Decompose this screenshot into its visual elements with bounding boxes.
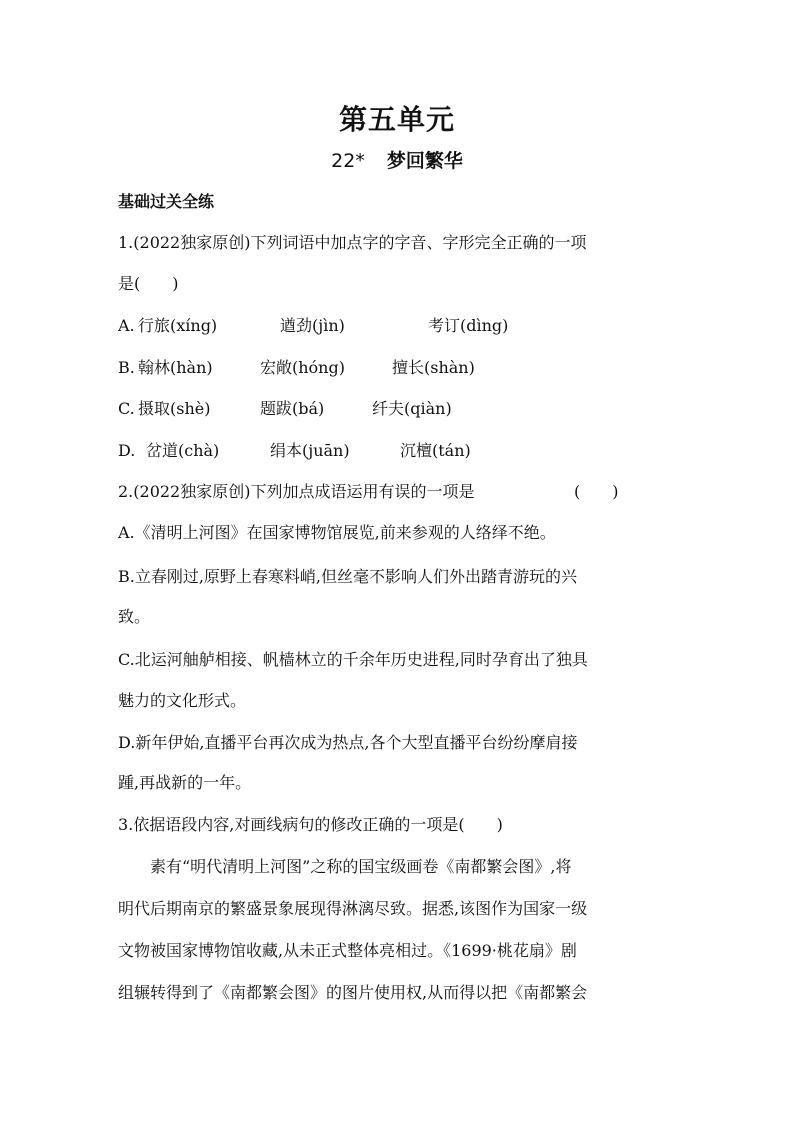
q3-stem: 3.依据语段内容,对画线病句的修改正确的一项是( ) [118, 815, 503, 834]
unit-title: 第五单元 [338, 103, 455, 136]
q2-stem: 2.(2022独家原创)下列加点成语运用有误的一项是 [118, 482, 475, 501]
q2-option-a: A.《清明上河图》在国家博物馆展览,前来参观的人络绎不绝。 [118, 523, 556, 542]
q1-option-a-item1: 行旅(xíng) [138, 316, 218, 335]
q2-option-c-line1: C.北运河舳舻相接、帆樯林立的千余年历史进程,同时孕育出了独具 [118, 650, 588, 669]
q1-option-d-item3: 沉檀(tán) [400, 441, 471, 460]
lesson-title-row [0, 146, 794, 173]
q1-option-a-item2: 遒劲(jìn) [280, 316, 345, 335]
q1-option-a-label: A. [118, 316, 135, 335]
q2-option-d-line2: 踵,再战新的一年。 [118, 773, 252, 792]
section-heading: 基础过关全练 [118, 192, 215, 211]
q2-answer-bracket: ( ) [574, 482, 619, 501]
lesson-title: 梦回繁华 [386, 150, 463, 172]
q1-option-b-item3: 擅长(shàn) [392, 358, 475, 377]
q3-passage-line1: 素有“明代清明上河图”之称的国宝级画卷《南都繁会图》,将 [150, 857, 572, 876]
q1-option-d-item1: 岔道(chà) [146, 441, 220, 460]
q2-option-d-line1: D.新年伊始,直播平台再次成为热点,各个大型直播平台纷纷摩肩接 [118, 733, 578, 752]
q1-option-b-item1: 翰林(hàn) [138, 358, 213, 377]
q2-option-b-line2: 致。 [118, 607, 151, 626]
q1-option-d-item2: 绢本(juān) [270, 441, 350, 460]
q1-option-b-label: B. [118, 358, 135, 377]
q1-option-b-item2: 宏敞(hóng) [260, 358, 345, 377]
q2-option-b-line1: B.立春刚过,原野上春寒料峭,但丝毫不影响人们外出踏青游玩的兴 [118, 567, 578, 586]
q1-option-c-item2: 题跋(bá) [260, 399, 325, 418]
lesson-number: 22* [331, 150, 365, 172]
q1-option-d-label: D. [118, 441, 136, 460]
q1-stem-line2: 是( ) [118, 274, 179, 293]
q3-passage-line2: 明代后期南京的繁盛景象展现得淋漓尽致。据悉,该图作为国家一级 [118, 899, 588, 918]
q3-passage-line4: 组辗转得到了《南都繁会图》的图片使用权,从而得以把《南都繁会 [118, 983, 588, 1002]
q1-option-c-item3: 纤夫(qiàn) [372, 399, 452, 418]
q1-option-c-label: C. [118, 399, 135, 418]
q1-stem-line1: 1.(2022独家原创)下列词语中加点字的字音、字形完全正确的一项 [118, 233, 587, 252]
q1-option-a-item3: 考订(dìng) [428, 316, 509, 335]
q3-passage-line3: 文物被国家博物馆收藏,从未正式整体亮相过。《1699·桃花扇》剧 [118, 941, 577, 960]
q1-option-c-item1: 摄取(shè) [138, 399, 211, 418]
q2-option-c-line2: 魅力的文化形式。 [118, 691, 247, 710]
